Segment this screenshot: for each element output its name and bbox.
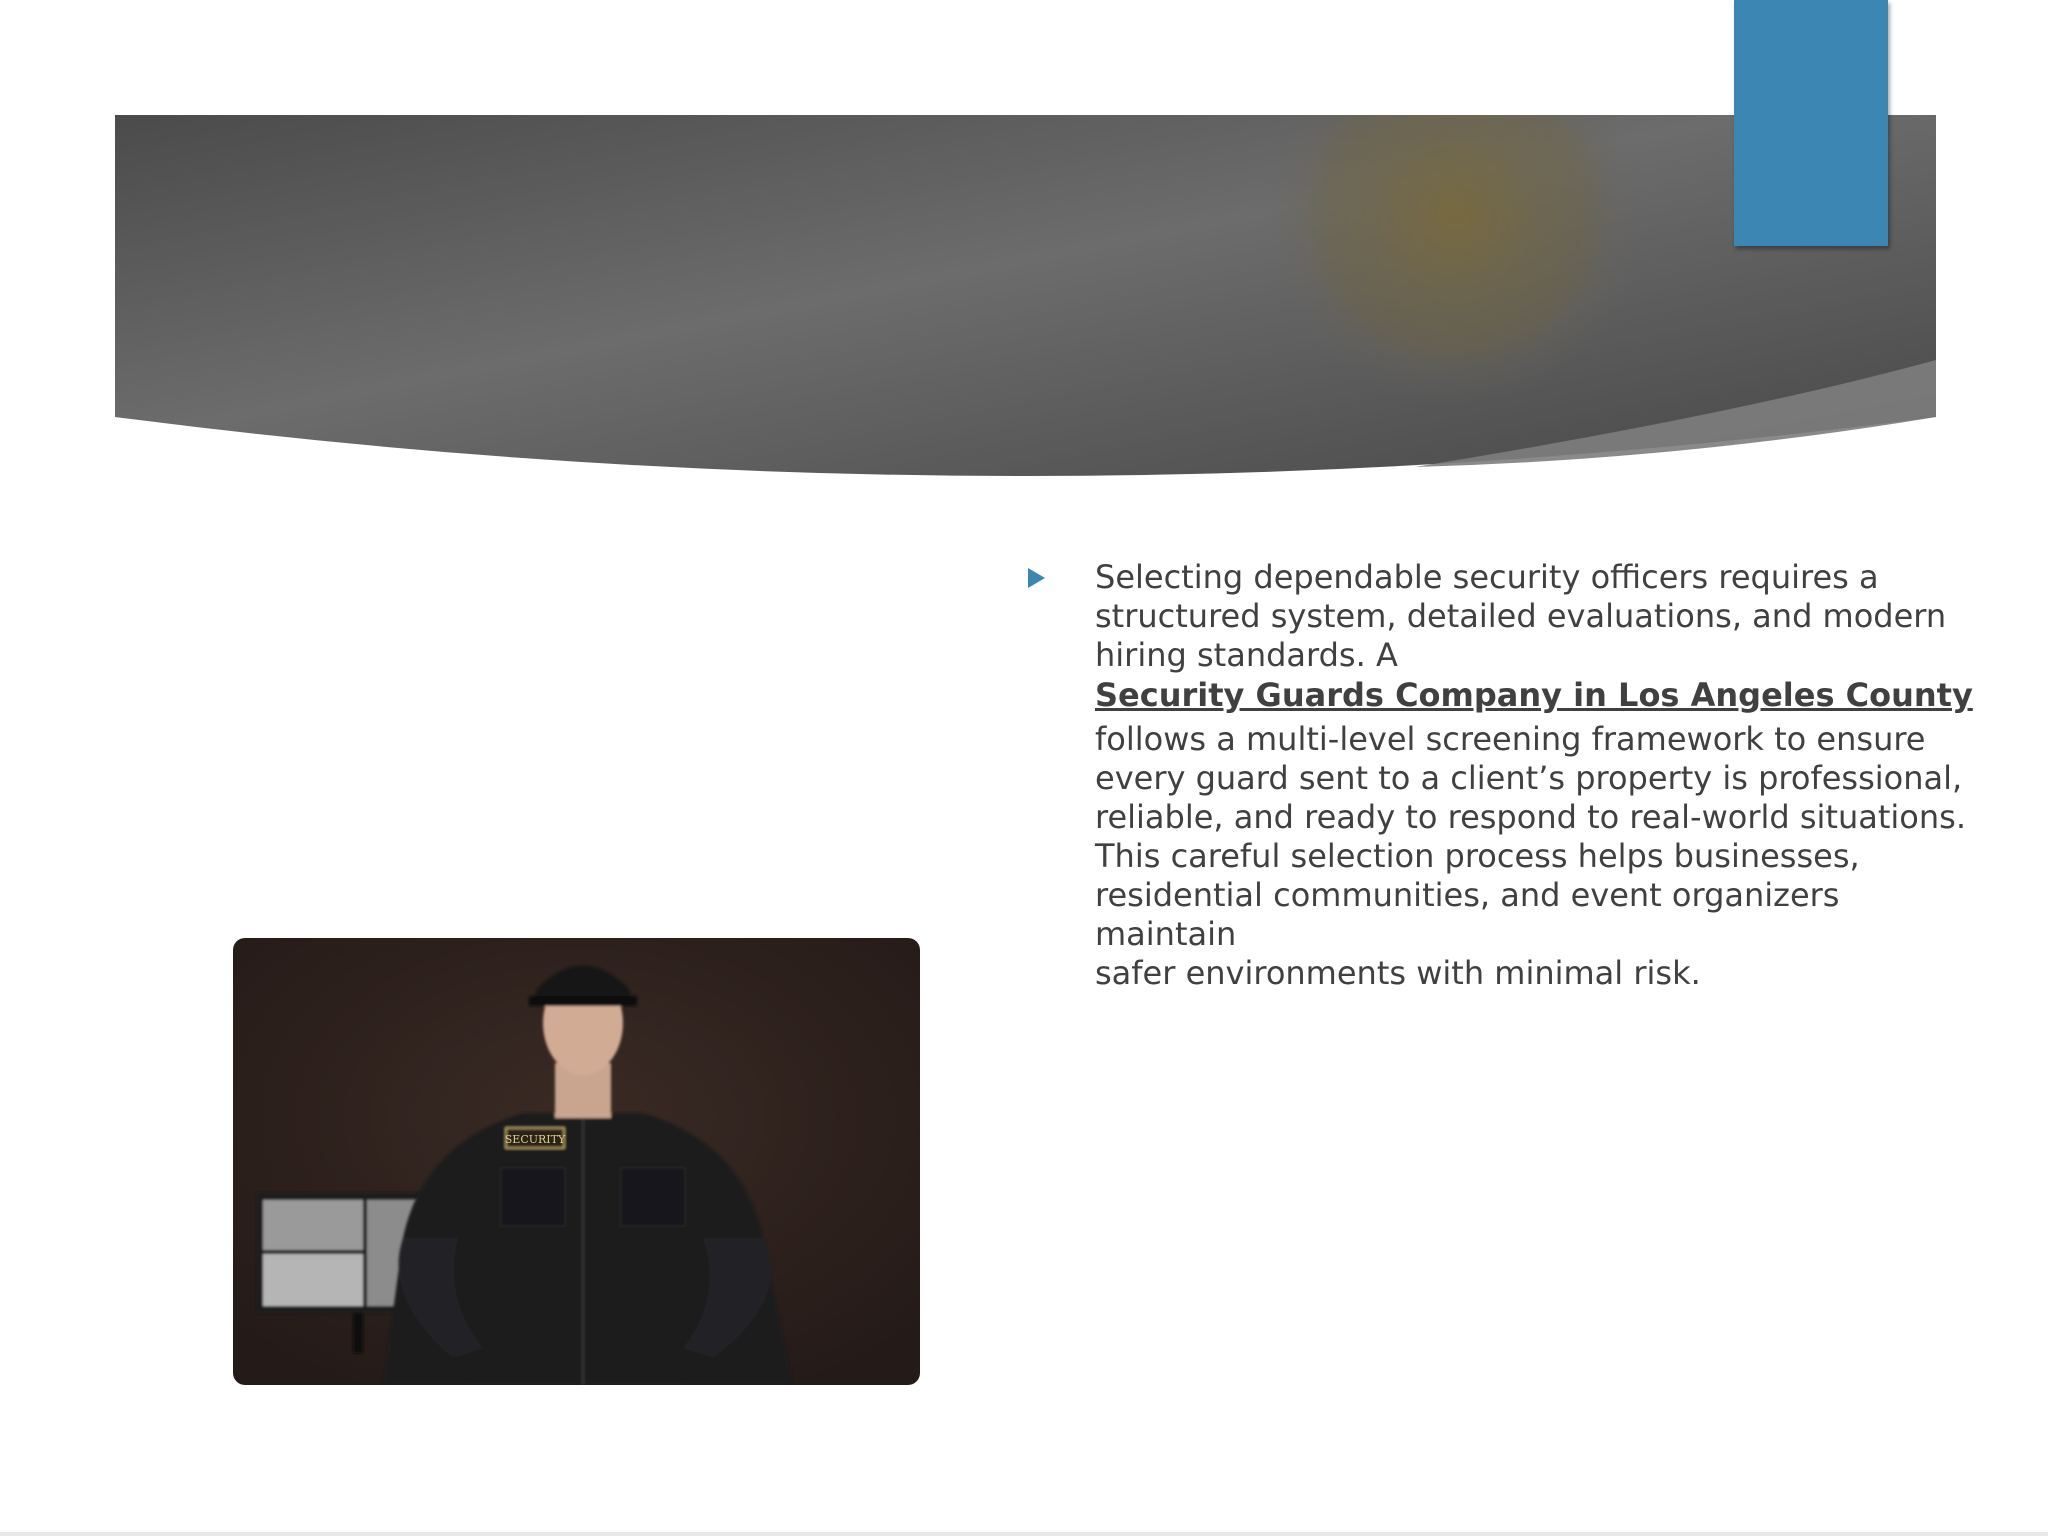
- company-link[interactable]: Security Guards Company in Los Angeles County: [1095, 676, 1973, 714]
- paragraph-line: hiring standards. A: [1095, 636, 1398, 674]
- content-body: [1025, 558, 1985, 993]
- bullet-paragraph: [1025, 558, 1985, 993]
- paragraph-line: every guard sent to a client’s property is professional,: [1095, 759, 1963, 797]
- bottom-strip: [0, 1532, 2048, 1536]
- accent-tab: [1734, 0, 1888, 246]
- paragraph-line: This careful selection process helps businesses,: [1095, 837, 1860, 875]
- badge-label: SECURITY: [504, 1133, 566, 1146]
- paragraph-line: safer environments with minimal risk.: [1095, 954, 1701, 992]
- triangle-bullet-icon: [1028, 568, 1045, 588]
- header-banner: [115, 115, 1936, 480]
- paragraph-line: Selecting dependable security officers requires a: [1095, 558, 1879, 596]
- paragraph-line: follows a multi-level screening framework to ensure: [1095, 720, 1926, 758]
- security-guard-photo: [233, 938, 920, 1385]
- paragraph-line: residential communities, and event organizers maintain: [1095, 876, 1840, 953]
- paragraph-line: reliable, and ready to respond to real-world situations.: [1095, 798, 1966, 836]
- paragraph-line: structured system, detailed evaluations, and modern: [1095, 597, 1947, 635]
